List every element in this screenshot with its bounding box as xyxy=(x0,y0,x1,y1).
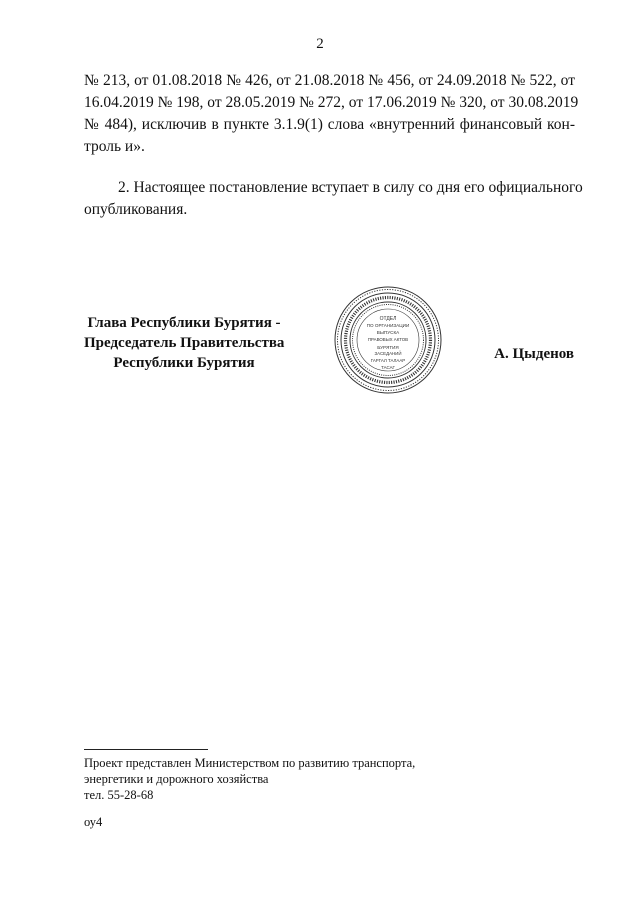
paragraph-amendments xyxy=(84,70,579,158)
signatory-name: А. Цыденов xyxy=(494,346,574,362)
signatory-title-line: Глава Республики Бурятия - xyxy=(87,315,281,331)
signatory-title xyxy=(84,313,284,373)
document-code: оу4 xyxy=(84,815,103,829)
seal-text: ВЫПУСКА xyxy=(376,330,400,335)
seal-text: ГАРГАЛ ТАЛААР xyxy=(370,358,406,363)
seal-text: ПРАВОВЫХ АКТОВ xyxy=(367,337,409,342)
footnote xyxy=(84,755,415,803)
paragraph-effective-date xyxy=(84,177,583,221)
paragraph-line: № 484), исключив в пункте 3.1.9(1) слова «внутренний финансовый кон- xyxy=(84,116,575,133)
paragraph-line: опубликования. xyxy=(84,201,188,218)
seal-text: ЗАСЕДАНИЙ xyxy=(374,351,402,356)
seal-text: БУРЯТИЯ xyxy=(377,345,399,350)
paragraph-line: № 213, от 01.08.2018 № 426, от 21.08.2018 № 456, от 24.09.2018 № 522, от xyxy=(84,72,575,89)
footnote-divider xyxy=(84,749,208,750)
footnote-line: тел. 55-28-68 xyxy=(84,788,154,802)
paragraph-line: троль и». xyxy=(84,138,145,155)
official-seal xyxy=(333,285,443,395)
footnote-line: Проект представлен Министерством по развитию транспорта, xyxy=(84,756,416,770)
seal-text: ОТДЕЛ xyxy=(379,316,397,322)
paragraph-line: 2. Настоящее постановление вступает в силу со дня его официального xyxy=(118,179,583,196)
paragraph-line: 16.04.2019 № 198, от 28.05.2019 № 272, от 17.06.2019 № 320, от 30.08.2019 xyxy=(84,94,579,111)
page-number: 2 xyxy=(316,36,324,52)
seal-text: ТАСАГ xyxy=(381,365,395,370)
seal-text: ПО ОРГАНИЗАЦИИ xyxy=(366,323,410,328)
signatory-title-line: Председатель Правительства xyxy=(84,335,285,351)
signatory-title-line: Республики Бурятия xyxy=(113,355,255,371)
footnote-line: энергетики и дорожного хозяйства xyxy=(84,772,269,786)
